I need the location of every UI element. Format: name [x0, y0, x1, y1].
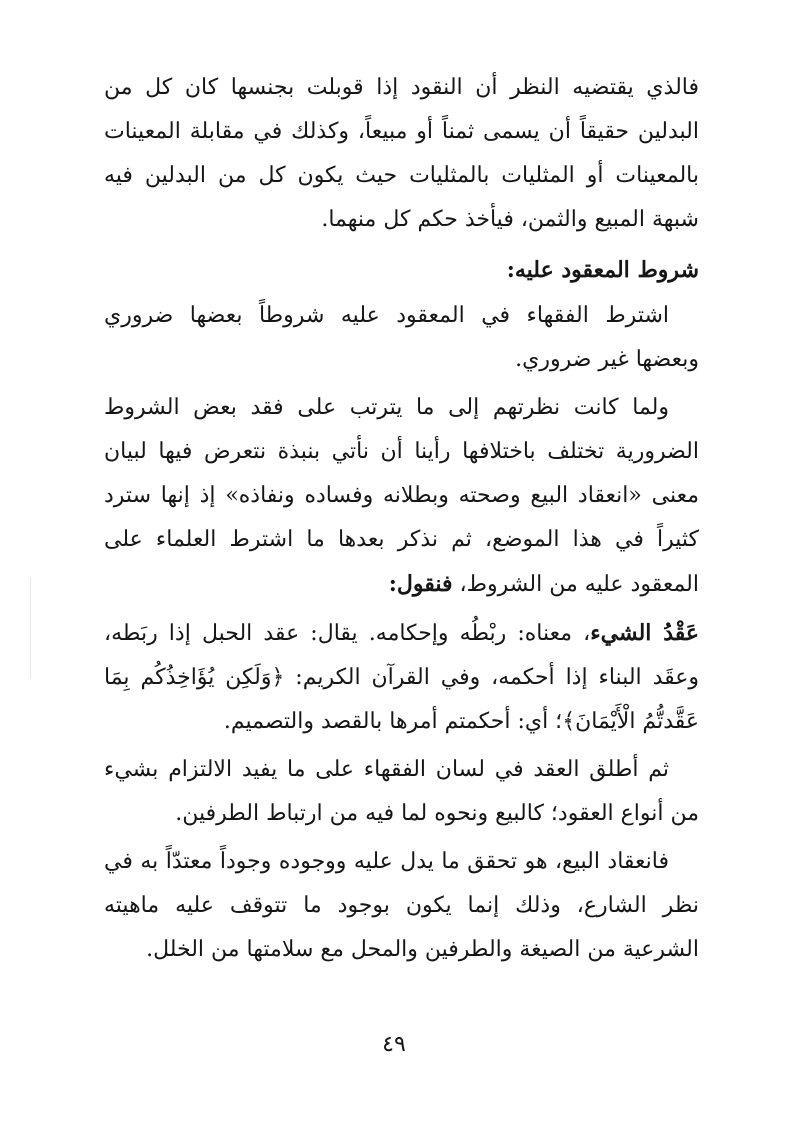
paragraph-6: فانعقاد البيع، هو تحقق ما يدل عليه ووجوده وجوداً معتدّاً به في نظر الشارع، وذلك إنما يكون بوجود ما تتوقف عليه ماهيته الشرعية من الصيغة والطرفين والمحل مع سلامتها من الخلل. [104, 849, 699, 962]
paragraph-3-bold: فنقول: [388, 571, 453, 597]
paragraph-1: فالذي يقتضيه النظر أن النقود إذا قوبلت بجنسها كان كل من البدلين حقيقاً أن يسمى ثمناً أو مبيعاً، وكذلك في مقابلة المعينات بالمعينات أو المثليات بالمثليات حيث يكون كل من البدلين فيه شبهة المبيع والثمن، فيأخذ حكم كل منهما. [104, 75, 699, 232]
paragraph-4 [104, 611, 699, 744]
section-heading: شروط المعقود عليه: [506, 257, 699, 283]
paragraph-2: اشترط الفقهاء في المعقود عليه شروطاً بعضها ضروري وبعضها غير ضروري. [104, 303, 699, 372]
paragraph-4-bold-term: عَقْدُ الشيء [590, 620, 699, 646]
quran-verse: ﴿وَلَكِن يُؤَاخِذُكُم بِمَا عَقَّدتُّمُ الْأَيْمَانَ﴾ [104, 665, 699, 734]
paragraph-5: ثم أطلق العقد في لسان الفقهاء على ما يفيد الالتزام بشيء من أنواع العقود؛ كالبيع ونحوه لما فيه من ارتباط الطرفين. [104, 757, 699, 826]
scan-edge-line [30, 578, 31, 678]
paragraph-4-text: ، معناه: ربْطُه وإحكامه. يقال: عقد الحبل إذا ربَطه، وعقَد البناء إذا أحكمه، وفي القرآن الكريم: [104, 621, 699, 690]
page-body [104, 66, 699, 972]
paragraph-3 [104, 386, 699, 607]
paragraph-4-end: ؛ أي: أحكمتم أمرها بالقصد والتصميم. [223, 709, 563, 734]
page-number: ٤٩ [382, 1032, 406, 1057]
paragraph-3-text: ولما كانت نظرتهم إلى ما يترتب على فقد بعض الشروط الضرورية تختلف باختلافها رأينا أن نأتي بنبذة نتعرض فيها لبيان معنى «انعقاد البيع وصحته وبطلانه وفساده ونفاذه» إذ إنها سترد كثيراً في هذا الموضع، ثم نذكر بعدها ما اشترط العلماء على المعقود عليه من الشروط، [104, 395, 699, 597]
